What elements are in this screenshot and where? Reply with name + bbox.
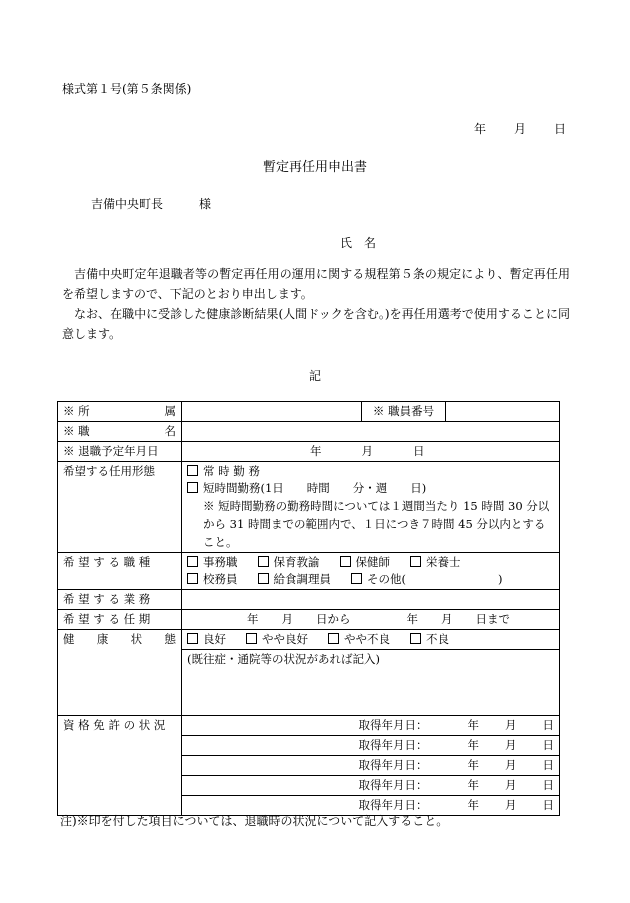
license-date[interactable]: 取得年月日： 年 月 日 xyxy=(182,776,560,796)
body-paragraph-1: 吉備中央町定年退職者等の暫定再任用の運用に関する規程第５条の規定により、暫定再任用を希望しますので、下記のとおり申出します。 xyxy=(62,267,570,301)
checkbox-icon[interactable] xyxy=(187,465,198,476)
employee-number-label: ※ 職員番号 xyxy=(362,402,446,422)
health-label: 健 康 状 態 xyxy=(58,630,182,716)
position-field[interactable] xyxy=(182,422,560,442)
footnote: 注)※印を付した項目については、退職時の状況について記入すること。 xyxy=(60,814,449,828)
document-title: 暫定再任用申出書 xyxy=(262,160,367,175)
job-option[interactable]: 栄養士 xyxy=(410,554,461,571)
term-field[interactable]: 年 月 日から 年 月 日まで xyxy=(182,610,560,630)
checkbox-icon xyxy=(328,633,339,644)
health-option[interactable]: やや不良 xyxy=(328,631,390,648)
license-date[interactable]: 取得年月日： 年 月 日 xyxy=(182,796,560,816)
part-time-note: ※ 短時間勤務の勤務時間については１週間当たり 15 時間 30 分以から 31 時間までの範囲内で、１日につき７時間 45 分以内とすること。 xyxy=(203,499,550,549)
row-position xyxy=(58,422,560,442)
checkbox-icon xyxy=(187,633,198,644)
checkbox-icon xyxy=(340,556,351,567)
row-term xyxy=(58,610,560,630)
addressee xyxy=(91,195,211,212)
license-label: 資 格 免 許 の 状 況 xyxy=(58,716,182,816)
row-affiliation xyxy=(58,402,560,422)
applicant-name-label: 氏 名 xyxy=(340,236,377,250)
row-retire-date xyxy=(58,442,560,462)
health-option[interactable]: やや良好 xyxy=(246,631,308,648)
license-date[interactable]: 取得年月日： 年 月 日 xyxy=(182,756,560,776)
health-option[interactable]: 良好 xyxy=(187,631,226,648)
row-duties xyxy=(58,590,560,610)
license-row xyxy=(58,716,560,736)
checkbox-icon xyxy=(410,633,421,644)
license-date[interactable]: 取得年月日： 年 月 日 xyxy=(182,716,560,736)
health-note: (既往症・通院等の状況があれば記入) xyxy=(187,652,380,666)
job-option[interactable]: 保育教諭 xyxy=(258,554,320,571)
checkbox-icon xyxy=(258,556,269,567)
job-type-label: 希 望 す る 職 種 xyxy=(58,553,182,590)
body-text xyxy=(62,264,570,344)
row-job-type xyxy=(58,553,560,590)
job-option[interactable]: 校務員 xyxy=(187,571,238,588)
body-paragraph-2: なお、在職中に受診した健康診断結果(人間ドックを含む。)を再任用選考で使用することに同意します。 xyxy=(62,307,570,341)
job-option[interactable]: 事務職 xyxy=(187,554,238,571)
checkbox-icon xyxy=(187,573,198,584)
checkbox-icon xyxy=(351,573,362,584)
employment-type-field xyxy=(182,462,560,553)
addressee-name: 吉備中央町長 xyxy=(91,197,164,211)
checkbox-icon[interactable] xyxy=(187,482,198,493)
health-option[interactable]: 不良 xyxy=(410,631,449,648)
affiliation-field[interactable] xyxy=(182,402,362,422)
submission-date: 年 月 日 xyxy=(474,122,567,136)
job-option[interactable]: その他( ) xyxy=(351,571,502,588)
form-number: 様式第１号(第５条関係) xyxy=(62,82,192,96)
full-time-option[interactable]: 常 時 勤 務 xyxy=(187,463,554,480)
checkbox-icon xyxy=(187,556,198,567)
term-label: 希 望 す る 任 期 xyxy=(58,610,182,630)
position-label: ※ 職 名 xyxy=(58,422,182,442)
duties-label: 希 望 す る 業 務 xyxy=(58,590,182,610)
row-employment-type xyxy=(58,462,560,553)
job-option[interactable]: 保健師 xyxy=(340,554,391,571)
part-time-option[interactable]: 短時間勤務(1日 時間 分・週 日) xyxy=(187,480,554,497)
affiliation-label: ※ 所 属 xyxy=(58,402,182,422)
license-date[interactable]: 取得年月日： 年 月 日 xyxy=(182,736,560,756)
duties-field[interactable] xyxy=(182,590,560,610)
row-health xyxy=(58,630,560,716)
application-form-table xyxy=(57,401,560,816)
retire-date-field[interactable]: 年 月 日 xyxy=(182,442,560,462)
checkbox-icon xyxy=(410,556,421,567)
employee-number-field[interactable] xyxy=(446,402,560,422)
health-field xyxy=(182,630,560,716)
checkbox-icon xyxy=(258,573,269,584)
addressee-honorific: 様 xyxy=(199,197,212,211)
checkbox-icon xyxy=(246,633,257,644)
ki-heading: 記 xyxy=(308,369,321,383)
job-option[interactable]: 給食調理員 xyxy=(258,571,332,588)
employment-type-label: 希望する任用形態 xyxy=(58,462,182,553)
job-type-field xyxy=(182,553,560,590)
retire-date-label: ※ 退職予定年月日 xyxy=(58,442,182,462)
